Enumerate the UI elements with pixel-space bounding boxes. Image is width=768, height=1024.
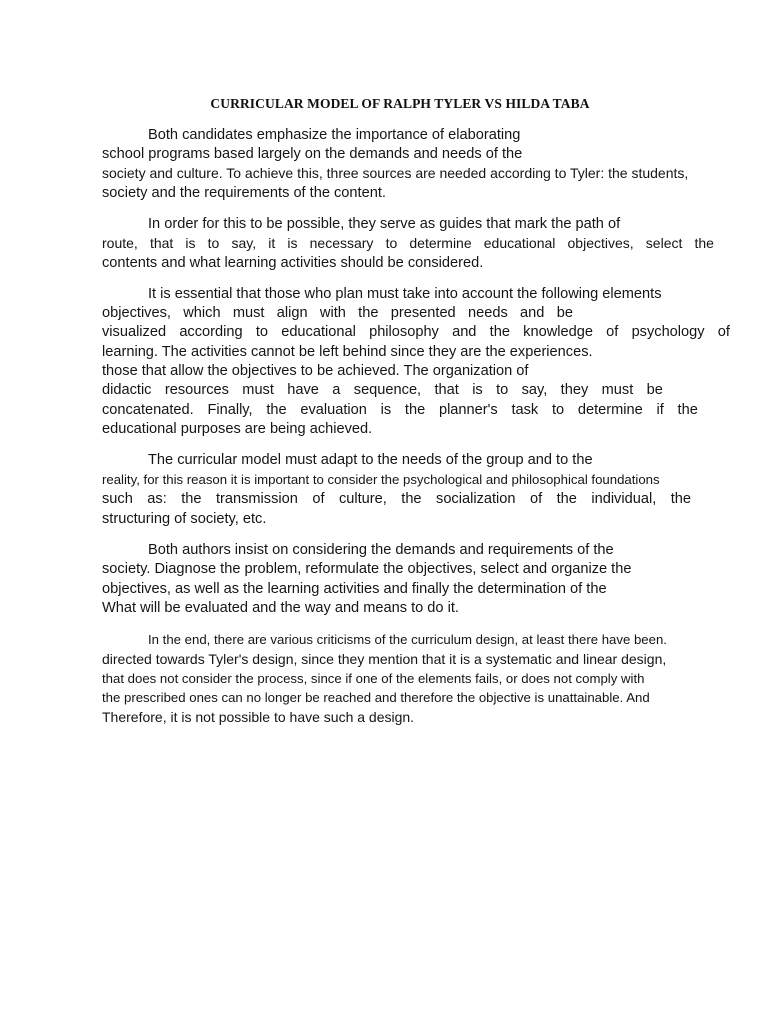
word: be [646,382,663,398]
word: must [601,382,634,398]
paragraph-4-line-3 [102,490,691,509]
word: is [287,235,298,251]
word: that [149,235,174,251]
word: socialization [436,491,516,507]
word: have [287,382,319,398]
paragraph-1-line-2: school programs based largely on the demands and needs of the [102,146,523,162]
word: individual, [591,491,657,507]
word: of [717,324,730,340]
paragraph-3-line-7 [102,401,698,420]
paragraph-6-line-5: Therefore, it is not possible to have such a design. [102,709,415,725]
word: sequence, [353,382,422,398]
document-title: CURRICULAR MODEL OF RALPH TYLER VS HILDA TABA [210,96,590,111]
word: the [401,491,422,507]
word: say, [521,382,548,398]
word: is [185,235,196,251]
paragraph-6-line-3: that does not consider the process, since if one of the elements fails, or does not comply with [102,671,645,686]
paragraph-6-line-1: In the end, there are various criticisms of the curriculum design, at least there have been. [148,632,667,647]
word: to [385,235,398,251]
word: the [181,491,202,507]
word: necessary [309,235,374,251]
word: to [551,402,565,418]
word: the [266,402,287,418]
word: the [404,402,426,418]
word: transmission [215,491,298,507]
paragraph-5-line-4: What will be evaluated and the way and means to do it. [102,600,459,616]
word: philosophy [369,324,439,340]
word: select [645,235,683,251]
word: objectives, [102,305,171,321]
word: to [207,235,220,251]
word: with [319,305,346,321]
word: is [380,402,392,418]
word: needs [467,305,508,321]
word: and [452,324,477,340]
word: task [511,402,539,418]
word: the [556,491,577,507]
word: which [183,305,221,321]
word: that [434,382,459,398]
paragraph-3-line-5: those that allow the objectives to be achieved. The organization of [102,363,529,379]
word: determine [577,402,643,418]
word: presented [390,305,456,321]
paragraph-2-line-2 [102,234,714,253]
word: educational [281,324,356,340]
paragraph-6-line-4: the prescribed ones can no longer be reached and therefore the objective is unattainable. And [102,690,650,705]
word: as: [147,491,167,507]
word: the [677,402,698,418]
word: of [312,491,325,507]
word: according [179,324,243,340]
word: the [489,324,510,340]
word: didactic [102,382,152,398]
word: such [102,491,133,507]
paragraph-1-line-4: society and the requirements of the content. [102,185,386,201]
paragraph-4-line-2: reality, for this reason it is important to consider the psychological and philosophical foundations [102,472,660,487]
word: it [268,235,276,251]
paragraph-4-line-4: structuring of society, etc. [102,511,267,527]
word: planner's [438,402,498,418]
word: Finally, [207,402,253,418]
paragraph-3-line-8: educational purposes are being achieved. [102,421,373,437]
word: a [332,382,341,398]
word: say, [231,235,257,251]
word: they [560,382,589,398]
word: is [472,382,483,398]
word: must [232,305,265,321]
paragraph-3-line-6 [102,381,663,400]
paragraph-3-line-3 [102,323,730,342]
word: align [276,305,308,321]
word: the [694,235,714,251]
word: culture, [338,491,387,507]
word: must [242,382,274,398]
paragraph-3-line-4: learning. The activities cannot be left behind since they are the experiences. [102,344,593,360]
word: of [529,491,543,507]
word: to [255,324,268,340]
paragraph-1-line-1: Both candidates emphasize the importance of elaborating [148,127,521,143]
word: route, [102,235,138,251]
word: objectives, [567,235,634,251]
paragraph-1-line-3: society and culture. To achieve this, three sources are needed according to Tyler: the students, [102,165,689,181]
word: determine [409,235,472,251]
paragraph-6-line-2: directed towards Tyler's design, since they mention that it is a systematic and linear design, [102,651,667,667]
paragraph-5-line-3: objectives, as well as the learning activities and finally the determination of the [102,581,607,597]
word: the [670,491,691,507]
word: if [656,402,664,418]
word: knowledge [523,324,593,340]
word: psychology [631,324,705,340]
paragraph-3-line-1: It is essential that those who plan must take into account the following elements [148,286,662,302]
paragraph-5-line-1: Both authors insist on considering the demands and requirements of the [148,542,614,558]
paragraph-3-line-2 [102,304,573,323]
paragraph-2-line-1: In order for this to be possible, they serve as guides that mark the path of [148,216,621,232]
paragraph-5-line-2: society. Diagnose the problem, reformulate the objectives, select and organize the [102,561,632,577]
word: the [358,305,379,321]
paragraph-2-line-3: contents and what learning activities should be considered. [102,255,484,271]
word: resources [164,382,229,398]
word: and [520,305,545,321]
word: educational [483,235,556,251]
word: to [496,382,509,398]
word: of [606,324,619,340]
paragraph-4-line-1: The curricular model must adapt to the needs of the group and to the [148,452,593,468]
word: visualized [102,324,167,340]
word: concatenated. [102,402,194,418]
word: be [556,305,573,321]
word: evaluation [300,402,367,418]
